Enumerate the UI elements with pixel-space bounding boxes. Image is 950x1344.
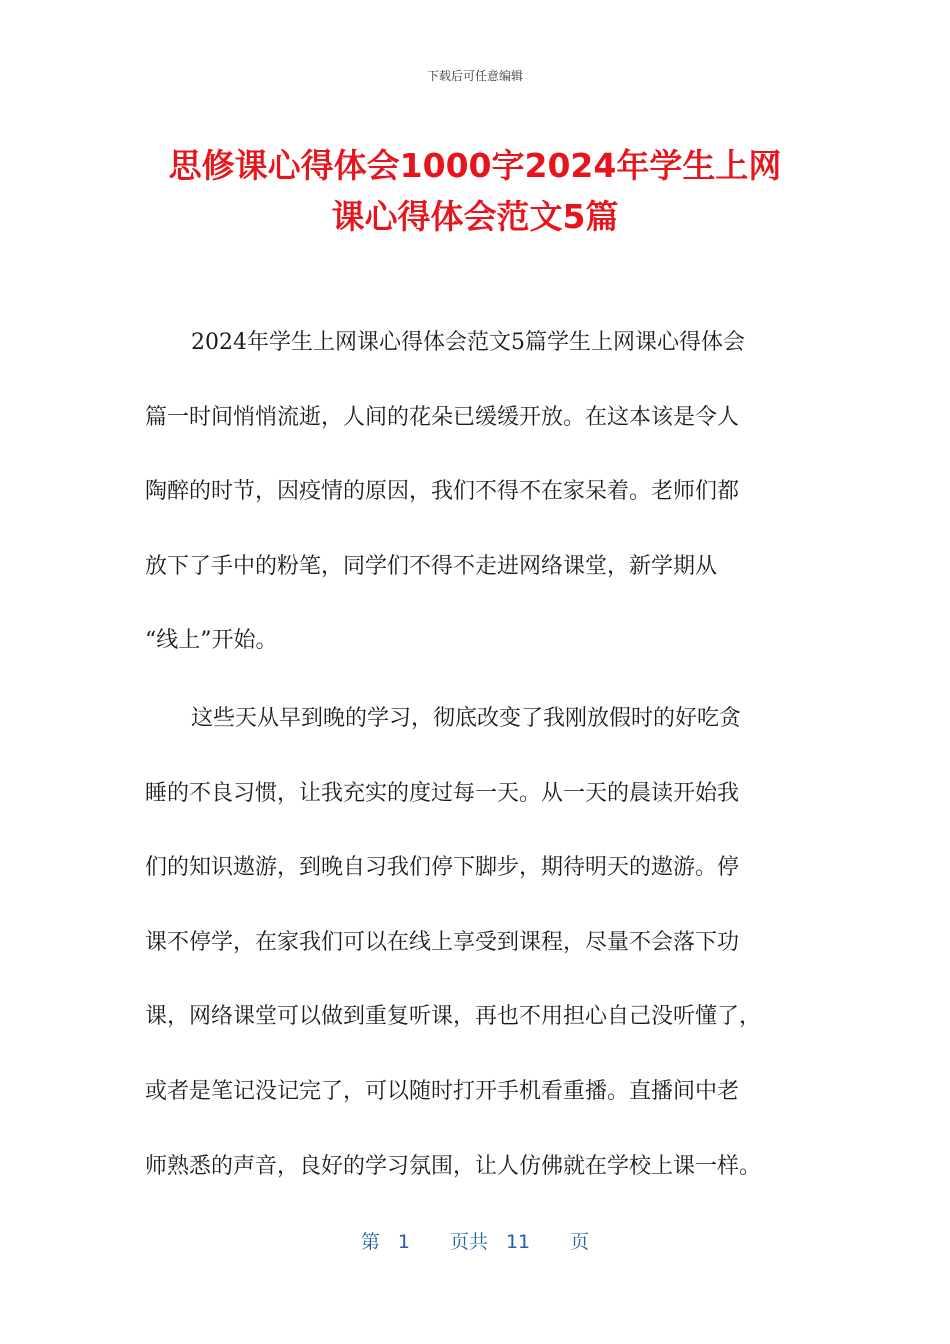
title-line: 课心得体会范文5篇 [331, 197, 619, 236]
paragraph-line: “线上”开始。 [145, 628, 278, 654]
paragraph-line: 篇一时间悄悄流逝，人间的花朵已缓缓开放。在这本该是令人 [145, 404, 740, 430]
footer-page-middle: 页共 [449, 1231, 488, 1253]
paragraph-line: 课不停学，在家我们可以在线上享受到课程，尽量不会落下功 [145, 929, 740, 955]
paragraph-line: 师熟悉的声音，良好的学习氛围，让人仿佛就在学校上课一样。 [145, 1153, 762, 1179]
paragraph-line: 课，网络课堂可以做到重复听课，再也不用担心自己没听懂了， [145, 1004, 762, 1030]
paragraph-2 [145, 682, 815, 1204]
document-title [100, 140, 850, 242]
title-line: 思修课心得体会1000字2024年学生上网 [168, 146, 782, 185]
paragraph-line: 们的知识遨游，到晚自习我们停下脚步，期待明天的遨游。停 [145, 855, 740, 881]
paragraph-line: 陶醉的时节，因疫情的原因，我们不得不在家呆着。老师们都 [145, 479, 740, 505]
paragraph-line: 这些天从早到晚的学习，彻底改变了我刚放假时的好吃贪 [191, 706, 742, 731]
paragraph-line: 睡的不良习惯，让我充实的度过每一天。从一天的晨读开始我 [145, 780, 740, 806]
footer-page-suffix: 页 [570, 1231, 590, 1253]
footer-page-prefix: 第 [360, 1231, 380, 1253]
paragraph-line: 放下了手中的粉笔，同学们不得不走进网络课堂，新学期从 [145, 553, 718, 579]
page-footer [0, 1227, 950, 1254]
paragraph-line: 或者是笔记没记完了，可以随时打开手机看重播。直播间中老 [145, 1078, 740, 1104]
paragraph-1 [145, 306, 815, 679]
footer-page-number: 1 [397, 1231, 410, 1253]
footer-total-pages: 11 [505, 1231, 531, 1253]
paragraph-line: 2024年学生上网课心得体会范文5篇学生上网课心得体会 [191, 330, 745, 355]
header-note: 下载后可任意编辑 [426, 69, 523, 83]
